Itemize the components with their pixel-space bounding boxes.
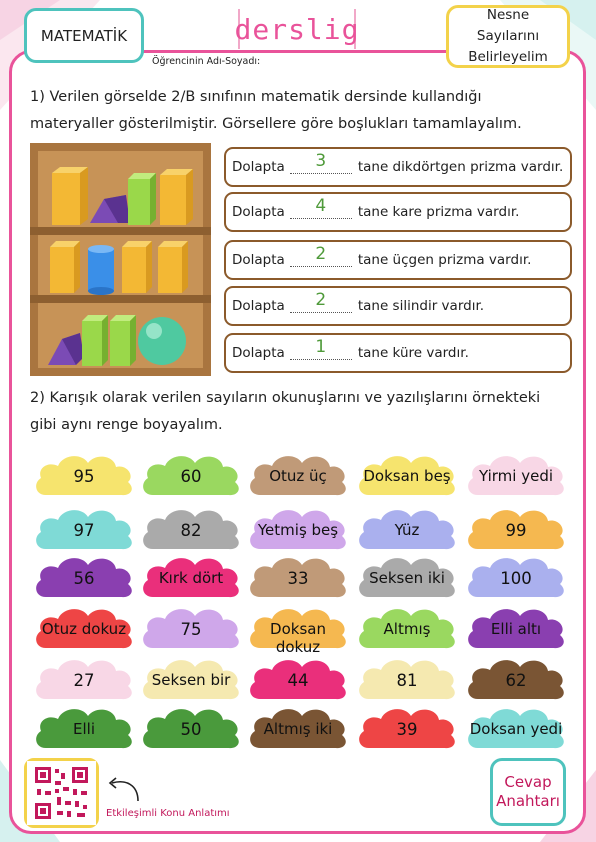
fill-row-4 [224, 286, 572, 326]
answer-value: 1 [315, 336, 327, 357]
number-cloud[interactable] [246, 702, 350, 752]
cloud-label: 75 [180, 620, 202, 639]
number-cloud[interactable] [246, 449, 350, 499]
cloud-label: 60 [180, 467, 202, 486]
cloud-label: 100 [500, 569, 532, 588]
number-cloud[interactable] [139, 551, 243, 601]
answer-blank[interactable] [290, 289, 352, 313]
question-2-text: 2) Karışık olarak verilen sayıların okunuşlarını ve yazılışlarını örnekteki gibi aynı renge boyayalım. [30, 390, 541, 433]
number-cloud[interactable] [246, 551, 350, 601]
number-cloud[interactable] [464, 602, 568, 652]
number-cloud[interactable] [139, 449, 243, 499]
answer-value: 3 [315, 150, 327, 171]
brand-logo: derslig [238, 9, 356, 49]
answer-value: 4 [315, 195, 327, 216]
shelf-illustration [30, 143, 211, 376]
cloud-label: 99 [505, 521, 527, 540]
rectangular-prism-shape [52, 167, 88, 225]
number-cloud[interactable] [139, 503, 243, 553]
number-cloud[interactable] [139, 602, 243, 652]
cloud-label: Elli [73, 720, 95, 738]
fill-prefix: Dolapta [232, 204, 285, 220]
interactive-lesson-link[interactable]: Etkileşimli Konu Anlatımı [106, 808, 230, 819]
number-cloud[interactable] [464, 653, 568, 703]
number-cloud[interactable] [246, 602, 350, 656]
cloud-label: Seksen bir [151, 671, 231, 689]
cloud-label: 95 [73, 467, 95, 486]
fill-suffix: tane küre vardır. [357, 345, 469, 361]
number-cloud[interactable] [32, 702, 136, 752]
number-cloud[interactable] [32, 653, 136, 703]
number-cloud[interactable] [32, 602, 136, 652]
qr-code-icon [27, 761, 96, 825]
answer-blank[interactable] [290, 336, 352, 360]
cloud-label: Altmış [383, 620, 431, 638]
cloud-label: 27 [73, 671, 95, 690]
number-cloud[interactable] [32, 503, 136, 553]
number-cloud[interactable] [32, 551, 136, 601]
number-cloud[interactable] [139, 653, 243, 703]
number-cloud[interactable] [355, 503, 459, 553]
number-cloud[interactable] [246, 653, 350, 703]
curved-arrow-icon [104, 775, 144, 805]
fill-row-5 [224, 333, 572, 373]
cloud-label: Seksen iki [369, 569, 445, 587]
sphere-shape [138, 317, 186, 365]
answer-value: 2 [315, 289, 327, 310]
number-cloud[interactable] [355, 602, 459, 652]
cloud-label: Yirmi yedi [478, 467, 554, 485]
cloud-label: Yetmiş beş [257, 521, 339, 539]
cloud-label: Altmış iki [263, 720, 333, 738]
number-cloud[interactable] [32, 449, 136, 499]
number-cloud[interactable] [464, 503, 568, 553]
cloud-label: 44 [287, 671, 309, 690]
fill-row-2 [224, 192, 572, 232]
square-prism-shape [128, 179, 150, 225]
number-cloud[interactable] [139, 702, 243, 752]
cloud-label: 33 [287, 569, 309, 588]
qr-code[interactable] [24, 758, 99, 828]
answer-blank[interactable] [290, 243, 352, 267]
number-cloud[interactable] [464, 449, 568, 499]
fill-prefix: Dolapta [232, 345, 285, 361]
cloud-label: 97 [73, 521, 95, 540]
number-cloud[interactable] [464, 551, 568, 601]
number-cloud[interactable] [355, 551, 459, 601]
fill-suffix: tane silindir vardır. [357, 298, 485, 314]
topic-title: Nesne Sayılarını Belirleyelim [446, 5, 570, 68]
cylinder-shape [88, 245, 114, 295]
cloud-label: 82 [180, 521, 202, 540]
fill-prefix: Dolapta [232, 159, 285, 175]
number-cloud[interactable] [355, 653, 459, 703]
number-cloud[interactable] [355, 702, 459, 752]
cloud-label: Doksan yedi [469, 720, 563, 738]
fill-suffix: tane dikdörtgen prizma vardır. [357, 159, 564, 175]
cloud-label: Otuz üç [269, 467, 327, 485]
answer-blank[interactable] [290, 195, 352, 219]
fill-suffix: tane kare prizma vardır. [357, 204, 520, 220]
cloud-label: Kırk dört [158, 569, 224, 587]
answer-key-button[interactable]: Cevap Anahtarı [490, 758, 566, 826]
number-cloud[interactable] [464, 702, 568, 752]
fill-row-3 [224, 240, 572, 280]
fill-row-1 [224, 147, 572, 187]
cloud-label: Otuz dokuz [41, 620, 127, 638]
fill-prefix: Dolapta [232, 252, 285, 268]
cloud-label: Yüz [394, 521, 420, 539]
number-cloud[interactable] [355, 449, 459, 499]
cloud-label: 81 [396, 671, 418, 690]
cloud-label: 62 [505, 671, 527, 690]
cloud-label: Doksan dokuz [270, 620, 326, 656]
question-1-text: 1) Verilen görselde 2/B sınıfının matematik dersinde kullandığı materyaller gösterilmiştir. Görsellere göre boşlukları tamamlayalım. [30, 89, 522, 132]
cloud-label: 56 [73, 569, 95, 588]
cloud-label: 50 [180, 720, 202, 739]
number-cloud[interactable] [246, 503, 350, 553]
student-name-label: Öğrencinin Adı-Soyadı: [152, 56, 261, 67]
answer-value: 2 [315, 243, 327, 264]
cloud-label: Doksan beş [363, 467, 451, 485]
fill-prefix: Dolapta [232, 298, 285, 314]
subject-label: MATEMATİK [24, 8, 144, 63]
answer-blank[interactable] [290, 150, 352, 174]
fill-suffix: tane üçgen prizma vardır. [357, 252, 532, 268]
cloud-label: Elli altı [490, 620, 542, 638]
cloud-label: 39 [396, 720, 418, 739]
